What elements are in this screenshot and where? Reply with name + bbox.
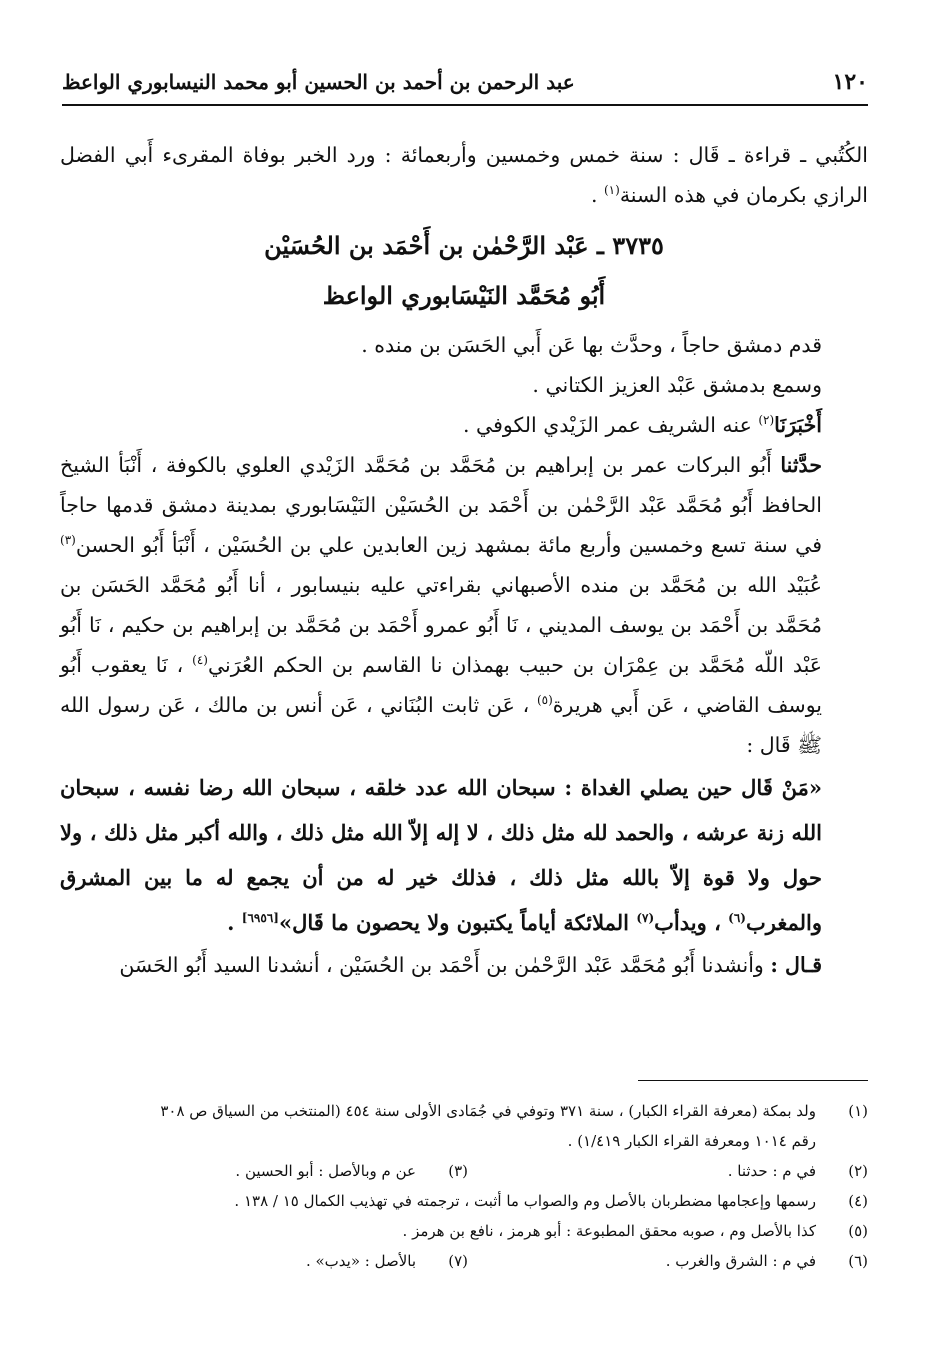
intro-line-2: الرازي بكرمان في هذه السنة: [619, 183, 868, 207]
intro-end: .: [590, 183, 604, 207]
hadith-part-2: ، ويدأب: [654, 910, 729, 935]
footnote-row-6-7: [60, 1246, 868, 1276]
footnote-text: كذا بالأصل وم ، صوبه محقق المطبوعة : أبو هرمز ، نافع بن هرمز .: [402, 1222, 816, 1240]
footnote-text: في م : حدثنا .: [727, 1162, 816, 1180]
entry-heading-kunya: أَبُو مُحَمَّد النَيْسَابوري الواعظ: [322, 281, 606, 310]
isnad-part-1: أَبُو البركات عمر بن إبراهيم بن مُحَمَّد بن مُحَمَّد الزَيْدي العلوي بالكوفة ، أَنْبَأ الشيخ الحافظ أَبُو مُحَمَّد عَبْد الرَّحْمٰن بن أَحْمَد بن الحُسَيْن النَيْسَابوري بمدينة دمشق قدمها حاجاً في سنة تسع وخمسين وأربع مائة بمشهد زين العابدين علي بن الحُسَيْن ، أَنْبَأ أَبُو الحسن: [60, 453, 822, 557]
page-number: ١٢٠: [832, 69, 868, 95]
akhbarana-rest: عنه الشريف عمر الزَيْدي الكوفي .: [462, 413, 759, 437]
isnad-lead: حدَّثنا: [780, 453, 822, 477]
line-damascus: قدم دمشق حاجاً ، وحدَّث بها عَن أَبي الحَسَن بن منده .: [361, 333, 822, 357]
isnad-paragraph: [60, 445, 868, 765]
hadith-reference: [٦٩٥٦]: [241, 911, 279, 925]
footnote-text: في م : الشرق والغرب .: [665, 1252, 816, 1270]
line-heard: وسمع بدمشق عَبْد العزيز الكتاني .: [532, 373, 822, 397]
isnad-part-3: ، نَا يعقوب أَبُو يوسف القاضي ، عَن أَبي هريرة: [60, 653, 823, 717]
footnote-separator: [638, 1080, 868, 1081]
running-head: عبد الرحمن بن أحمد بن الحسين أبو محمد النيسابوري الواعظ: [62, 70, 575, 94]
hadith-paragraph: [60, 765, 868, 945]
final-paragraph: [60, 945, 868, 985]
footnote-text: رسمها وإعجامها مضطربان بالأصل وم والصواب ما أثبت ، ترجمته في تهذيب الكمال ١٥ / ١٣٨ .: [234, 1192, 816, 1210]
final-lead: قـال :: [770, 953, 822, 977]
footnote-1: [60, 1096, 868, 1126]
footnote-row-2-3: [60, 1156, 868, 1186]
isnad-part-4: ، عَن ثابت البُنَاني ، عَن أنس بن مالك ، عَن رسول الله ﷺ قَال :: [60, 693, 822, 757]
footnote-1-continuation: رقم ١٠١٤ ومعرفة القراء الكبار ١/٤١٩) .: [567, 1132, 816, 1150]
footnote-ref-1: (١): [603, 183, 620, 198]
footnote-5: [60, 1216, 868, 1246]
footnote-number: (٢): [848, 1162, 868, 1180]
hadith-part-3: الملائكة أياماً يكتبون ولا يحصون ما قَال»: [278, 910, 637, 935]
footnote-ref-5: (٥): [536, 693, 553, 708]
footnote-6: [468, 1246, 868, 1276]
footnote-ref-2: (٢): [758, 413, 775, 428]
footnote-ref-4: (٤): [192, 653, 208, 668]
footnote-ref-7: (٧): [636, 911, 655, 925]
intro-paragraph: [60, 135, 868, 215]
footnote-ref-6: (٦): [728, 911, 746, 925]
isnad-part-2: عُبَيْد الله بن مُحَمَّد بن منده الأصبهاني بقراءتي عليه بنيسابور ، أنا أَبُو مُحَمَّد الحَسَن بن مُحَمَّد بن أَحْمَد بن يوسف المديني ، نَا أَبُو عمرو أَحْمَد بن مُحَمَّد بن إبراهيم بن حكيم ، نَا أَبُو عَبْد اللّه مُحَمَّد بن عِمْرَان بن حبيب بهمذان نا القاسم بن الحكم العُرَني: [60, 573, 823, 677]
footnote-number: (١): [848, 1102, 868, 1120]
footnote-text: عن م وبالأصل : أبو الحسين .: [235, 1162, 416, 1180]
footnote-number: (٤): [848, 1192, 868, 1210]
footnotes: [60, 1096, 868, 1276]
footnote-number: (٥): [848, 1222, 868, 1240]
footnote-text: بالأصل : «يدب» .: [305, 1252, 416, 1270]
line-akhbarana: [60, 405, 868, 445]
intro-line-1: الكُتُبي ـ قراءة ـ قَال : سنة خمس وخمسين وأربعمائة : ورد الخبر بوفاة المقرىء أَبي الفضل: [60, 143, 868, 167]
final-rest: وأنشدنا أَبُو مُحَمَّد عَبْد الرَّحْمٰن بن أَحْمَد بن الحُسَيْن ، أنشدنا السيد أَبُو الحَسَن: [119, 953, 771, 977]
hadith-end: .: [227, 910, 242, 935]
main-text: [60, 135, 868, 985]
entry-heading-name: ٣٧٣٥ ـ عَبْد الرَّحْمٰن بن أَحْمَد بن الحُسَيْن: [264, 231, 664, 260]
footnote-text: ولد بمكة (معرفة القراء الكبار) ، سنة ٣٧١ وتوفي في جُمَادى الأولى سنة ٤٥٤ (المنتخب من السياق ص ٣٠٨: [160, 1102, 816, 1120]
footnote-4: [60, 1186, 868, 1216]
footnote-number: (٦): [848, 1252, 868, 1270]
footnote-3: [68, 1156, 468, 1186]
hadith-part-1: «مَنْ قَال حين يصلي الغداة : سبحان الله عدد خلقه ، سبحان الله رضا نفسه ، سبحان الله زنة عرشه ، والحمد لله مثل ذلك ، لا إله إلاّ الله مثل ذلك ، والله أكبر مثل ذلك ، ولا حول ولا قوة إلاّ بالله مثل ذلك ، فذلك خير له من أن يجمع له ما بين المشرق والمغرب: [60, 775, 822, 935]
page-header: [62, 60, 868, 106]
akhbarana-word: أَخْبَرَنَا: [774, 413, 822, 437]
footnote-2: [468, 1156, 868, 1186]
footnote-number: (٣): [448, 1162, 468, 1180]
footnote-ref-3: (٣): [60, 533, 76, 548]
footnote-7: [68, 1246, 468, 1276]
footnote-number: (٧): [448, 1252, 468, 1270]
